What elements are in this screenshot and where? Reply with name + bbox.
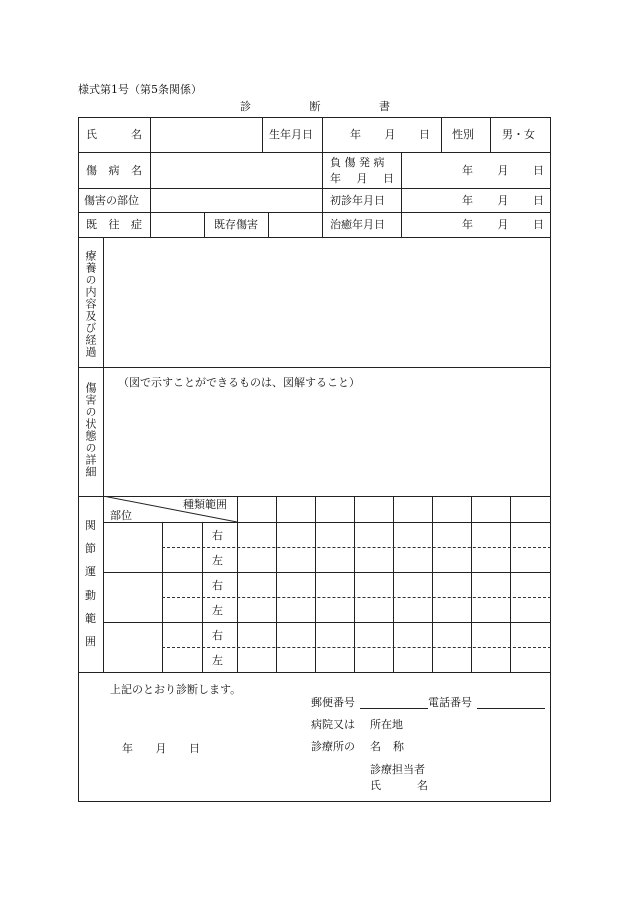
postal-code-field[interactable] xyxy=(360,708,428,709)
left-side-label: 左 xyxy=(212,554,223,567)
form-reference: 様式第1号（第5条関係） xyxy=(78,83,202,96)
treatment-section-label: 療養の内容及び経過 xyxy=(84,250,97,358)
right-side-label: 右 xyxy=(212,529,223,542)
type-range-header: 種類範囲 xyxy=(183,498,227,511)
address-label: 所在地 xyxy=(370,718,403,731)
part-header: 部位 xyxy=(110,509,132,522)
diagnosis-date[interactable]: 年 月 日 xyxy=(122,742,200,755)
left-side-label: 左 xyxy=(212,654,223,667)
postal-code-label: 郵便番号 xyxy=(311,696,355,709)
hospital-label: 病院又は xyxy=(311,718,355,731)
treatment-field[interactable] xyxy=(104,238,550,367)
document-title xyxy=(240,101,390,112)
phone-field[interactable] xyxy=(477,708,545,709)
title-char-1: 診 xyxy=(240,100,251,113)
name-label: 氏 名 xyxy=(86,128,142,141)
phone-label: 電話番号 xyxy=(428,696,472,709)
injury-site-label: 傷害の部位 xyxy=(84,194,139,207)
clinic-label: 診療所の xyxy=(311,740,355,753)
first-visit-date-field[interactable]: 年 月 日 xyxy=(462,194,544,207)
injury-site-field[interactable] xyxy=(151,189,321,212)
left-side-label: 左 xyxy=(212,604,223,617)
cure-date-label: 治癒年月日 xyxy=(330,218,385,231)
prior-injury-label: 既存傷害 xyxy=(214,218,258,231)
medical-history-field[interactable] xyxy=(151,213,203,237)
condition-section-label: 傷害の状態の詳細 xyxy=(84,382,97,478)
onset-date-label-line1: 負 傷 発 病 xyxy=(330,156,385,169)
sex-label: 性別 xyxy=(452,128,474,141)
joint-range-label: 関 節 運 動 範 囲 xyxy=(85,519,96,648)
onset-date-field[interactable]: 年 月 日 xyxy=(462,164,544,177)
sex-options[interactable]: 男・女 xyxy=(502,128,535,141)
birthdate-field[interactable]: 年 月 日 xyxy=(350,128,430,141)
condition-note: （図で示すことができるものは、図解すること） xyxy=(118,376,360,389)
right-side-label: 右 xyxy=(212,629,223,642)
onset-date-label-line2: 年 月 日 xyxy=(330,172,400,185)
cure-date-field[interactable]: 年 月 日 xyxy=(462,218,544,231)
facility-name-label: 名 称 xyxy=(370,740,404,753)
doctor-label: 診療担当者 xyxy=(370,763,425,776)
title-char-3: 書 xyxy=(379,100,390,113)
title-char-2: 断 xyxy=(309,100,321,113)
condition-field[interactable] xyxy=(104,392,550,496)
name-field[interactable] xyxy=(151,118,261,152)
birthdate-label: 生年月日 xyxy=(269,128,313,141)
doctor-name-label: 氏 名 xyxy=(370,779,428,792)
diagnosis-statement: 上記のとおり診断します。 xyxy=(110,683,242,696)
medical-history-label: 既 往 症 xyxy=(86,218,142,231)
prior-injury-field[interactable] xyxy=(269,213,321,237)
right-side-label: 右 xyxy=(212,579,223,592)
disease-name-field[interactable] xyxy=(151,153,321,188)
first-visit-label: 初診年月日 xyxy=(330,194,385,207)
disease-name-label: 傷 病 名 xyxy=(86,164,142,177)
